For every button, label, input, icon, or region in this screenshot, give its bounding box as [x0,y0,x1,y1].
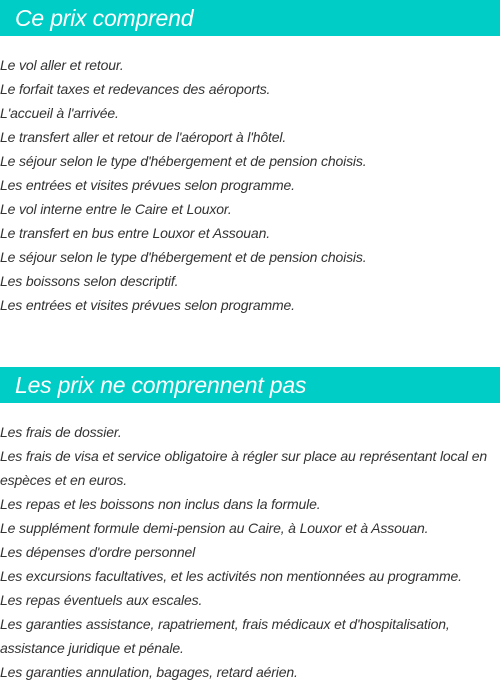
list-item: Le forfait taxes et redevances des aéroports. [0,81,271,97]
excludes-list [0,420,490,684]
excludes-header [0,367,500,403]
list-item: Le vol aller et retour. [0,57,124,73]
list-item: Le séjour selon le type d'hébergement et de pension choisis. [0,249,367,265]
list-item: Les entrées et visites prévues selon programme. [0,297,295,313]
list-item: Les repas et les boissons non inclus dans la formule. [0,496,321,512]
list-item: Les garanties assistance, rapatriement, frais médicaux et d'hospitalisation, assistance juridique et pénale. [0,616,450,656]
list-item: Le séjour selon le type d'hébergement et de pension choisis. [0,153,367,169]
list-item: Les boissons selon descriptif. [0,273,179,289]
list-item: Les garanties annulation, bagages, retard aérien. [0,664,298,680]
includes-list [0,53,490,317]
list-item: Les frais de visa et service obligatoire à régler sur place au représentant local en espèces et en euros. [0,448,488,488]
list-item: Le transfert aller et retour de l'aéroport à l'hôtel. [0,129,287,145]
list-item: Les entrées et visites prévues selon programme. [0,177,295,193]
list-item: Les excursions facultatives, et les activités non mentionnées au programme. [0,568,462,584]
list-item: Les dépenses d'ordre personnel [0,544,196,560]
list-item: L'accueil à l'arrivée. [0,105,119,121]
list-item: Les repas éventuels aux escales. [0,592,203,608]
list-item: Le transfert en bus entre Louxor et Assouan. [0,225,270,241]
includes-title: Ce prix comprend [15,4,194,31]
includes-header [0,0,500,36]
list-item: Le vol interne entre le Caire et Louxor. [0,201,232,217]
list-item: Les frais de dossier. [0,424,122,440]
list-item: Le supplément formule demi-pension au Caire, à Louxor et à Assouan. [0,520,429,536]
excludes-title: Les prix ne comprennent pas [15,371,307,398]
